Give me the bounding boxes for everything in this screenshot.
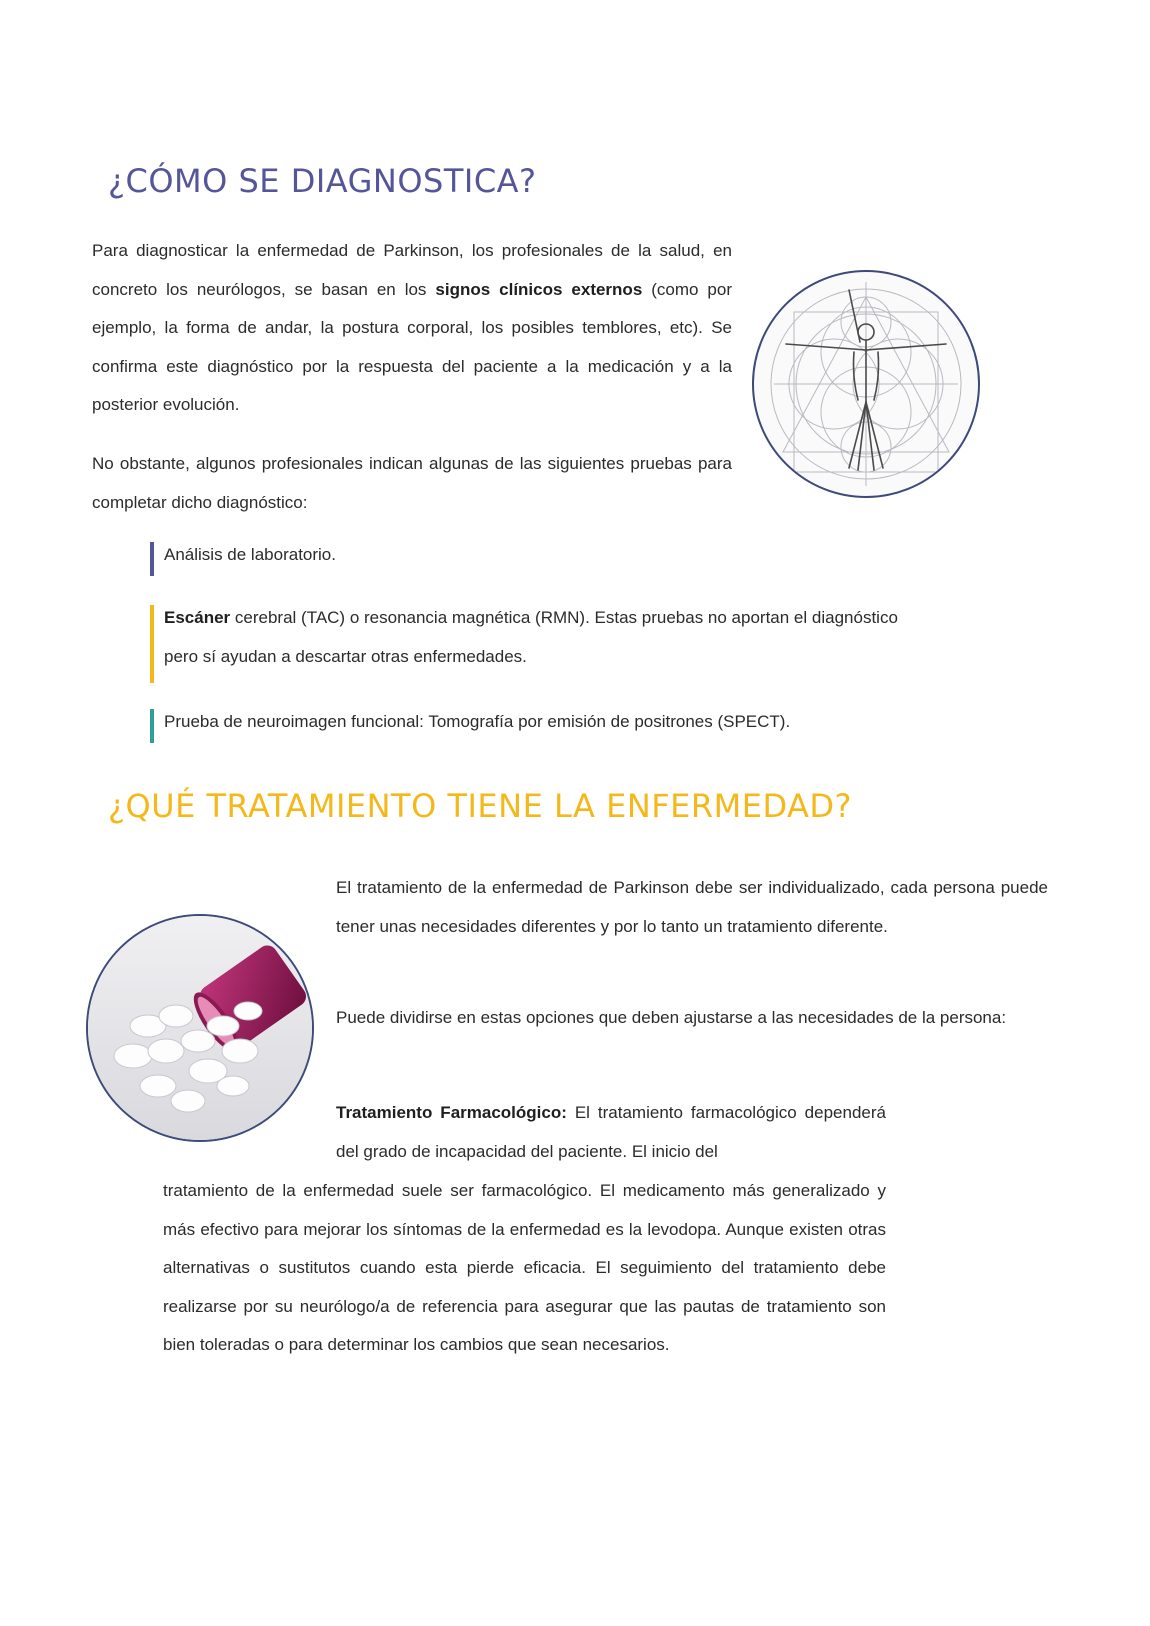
vitruvian-man-image <box>752 270 980 498</box>
vitruvian-man-drawing <box>754 272 978 496</box>
pills-bottle-photo <box>88 916 312 1140</box>
paragraph-pharmacological-continued: tratamiento de la enfermedad suele ser farmacológico. El medicamento más generalizado y más efectivo para mejorar los síntomas de la enfermedad es la levodopa. Aunque existen otras alternativas o sustitutos cuando esta pierde eficacia. El seguimiento del tratamiento debe realizarse por su neurólogo/a de referencia para asegurar que las pautas de tratamiento son bien toleradas o para determinar los cambios que sean necesarios. <box>163 1181 886 1354</box>
pills-image <box>86 914 314 1142</box>
bullet-accent-bar <box>150 709 154 743</box>
list-item-text: Prueba de neuroimagen funcional: Tomografía por emisión de positrones (SPECT). <box>164 712 791 731</box>
test-list-item <box>150 703 904 742</box>
text-span: El tratamiento farmacológico dependerá del grado de incapacidad del paciente. El inicio del <box>336 1103 886 1161</box>
bold-text: signos clínicos externos <box>435 279 643 299</box>
bold-text: Escáner <box>164 608 231 627</box>
test-list-item <box>150 599 904 676</box>
text-span: (como por ejemplo, la forma de andar, la postura corporal, los posibles temblores, etc). Se confirma este diagnóstico por la respuesta del paciente a la medicación y a la posterior evolución. <box>92 279 732 414</box>
list-item-text <box>164 599 904 676</box>
paragraph-tests-intro: No obstante, algunos profesionales indican algunas de las siguientes pruebas para completar dicho diagnóstico: <box>92 454 732 512</box>
bullet-accent-bar <box>150 542 154 576</box>
paragraph-pharmacological-start <box>336 1094 886 1171</box>
text-span: cerebral (TAC) o resonancia magnética (RMN). Estas pruebas no aportan el diagnóstico pero sí ayudan a descartar otras enfermedades. <box>164 608 898 666</box>
section-title-treatment: ¿QUÉ TRATAMIENTO TIENE LA ENFERMEDAD? <box>108 787 853 825</box>
bold-text: Tratamiento Farmacológico: <box>336 1103 567 1122</box>
section-title-diagnosis: ¿CÓMO SE DIAGNOSTICA? <box>108 162 537 200</box>
list-item-text: Análisis de laboratorio. <box>164 545 336 564</box>
paragraph-treatment-options: Puede dividirse en estas opciones que deben ajustarse a las necesidades de la persona: <box>336 1008 1007 1027</box>
text-span: Para diagnosticar la enfermedad de Parkinson, los profesionales de la salud, en concreto los neurólogos, se basan en los <box>92 241 732 299</box>
test-list-item <box>150 536 904 575</box>
bullet-accent-bar <box>150 605 154 683</box>
paragraph-diagnosis-intro <box>92 232 732 425</box>
paragraph-treatment-intro: El tratamiento de la enfermedad de Parkinson debe ser individualizado, cada persona puede tener unas necesidades diferentes y por lo tanto un tratamiento diferente. <box>336 878 1048 936</box>
